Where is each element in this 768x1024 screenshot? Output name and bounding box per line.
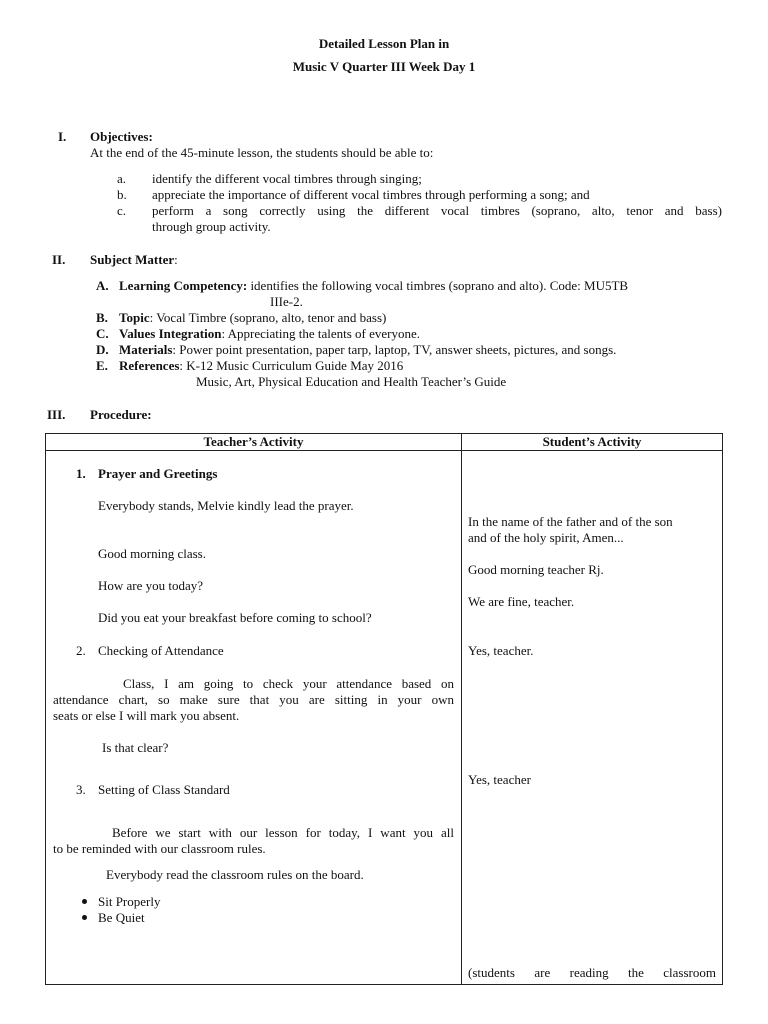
- subject-text-b: : Vocal Timbre (soprano, alto, tenor and bass): [149, 310, 387, 325]
- attendance-line-2: attendance chart, so make sure that you are sitting in your own: [53, 692, 454, 707]
- student-amen-line-2: and of the holy spirit, Amen...: [468, 530, 624, 545]
- objective-text-a: identify the different vocal timbres through singing;: [152, 171, 422, 186]
- teacher-how-are-you: How are you today?: [98, 578, 204, 593]
- subject-item-e: [119, 358, 403, 374]
- standard-line-2: to be reminded with our classroom rules.: [53, 841, 266, 856]
- student-activity-header: Student’s Activity: [462, 434, 723, 451]
- subject-label-d: Materials: [119, 342, 173, 357]
- subject-letter-c: C.: [96, 326, 109, 341]
- teacher-activity-header: Teacher’s Activity: [46, 434, 462, 451]
- title-line-2: Music V Quarter III Week Day 1: [292, 59, 476, 74]
- rule-bullet-1: [82, 899, 87, 904]
- subject-text-e-cont: Music, Art, Physical Education and Health Teacher’s Guide: [196, 374, 507, 389]
- subject-title: Subject Matter: [90, 252, 175, 267]
- student-activity-cell: [462, 451, 723, 985]
- subject-text-a: identifies the following vocal timbres (soprano and alto). Code: MU5TB: [247, 278, 629, 293]
- teacher-prayer: Everybody stands, Melvie kindly lead the prayer.: [98, 498, 354, 513]
- objective-letter-b: b.: [117, 187, 127, 202]
- subject-item-d: [119, 342, 616, 358]
- standard-line-1: Before we start with our lesson for today, I want you all: [112, 825, 454, 840]
- objective-text-b: appreciate the importance of different vocal timbres through performing a song; and: [152, 187, 590, 202]
- student-yes-1: Yes, teacher.: [468, 643, 534, 658]
- subject-text-a-cont: IIIe-2.: [270, 294, 303, 309]
- procedure-number: III.: [47, 407, 66, 422]
- student-yes-2: Yes, teacher: [468, 772, 531, 787]
- procedure-heading: Procedure:: [90, 407, 152, 422]
- teacher-activity-cell: [46, 451, 462, 985]
- student-amen-line-1: In the name of the father and of the son: [468, 514, 673, 529]
- subject-item-a: [119, 278, 628, 294]
- rule-bullet-2: [82, 915, 87, 920]
- subject-number: II.: [52, 252, 66, 267]
- student-greeting: Good morning teacher Rj.: [468, 562, 604, 577]
- student-fine: We are fine, teacher.: [468, 594, 575, 609]
- subject-letter-b: B.: [96, 310, 108, 325]
- step2-number: 2.: [76, 643, 86, 658]
- subject-letter-e: E.: [96, 358, 108, 373]
- step3-title: Setting of Class Standard: [98, 782, 230, 797]
- subject-label-e: References: [119, 358, 180, 373]
- teacher-is-that-clear: Is that clear?: [102, 740, 169, 755]
- objective-text-c: perform a song correctly using the different vocal timbres (soprano, alto, tenor and bass): [152, 203, 722, 218]
- student-reading-rules: (students are reading the classroom: [468, 965, 716, 980]
- subject-text-c: : Appreciating the talents of everyone.: [221, 326, 420, 341]
- subject-letter-a: A.: [96, 278, 109, 293]
- subject-label-c: Values Integration: [119, 326, 222, 341]
- subject-text-d: : Power point presentation, paper tarp, laptop, TV, answer sheets, pictures, and songs.: [172, 342, 617, 357]
- teacher-breakfast: Did you eat your breakfast before coming to school?: [98, 610, 372, 625]
- teacher-greeting: Good morning class.: [98, 546, 206, 561]
- teacher-read-rules: Everybody read the classroom rules on the board.: [106, 867, 364, 882]
- step3-number: 3.: [76, 782, 86, 797]
- objectives-heading: Objectives:: [90, 129, 153, 144]
- subject-label-b: Topic: [119, 310, 150, 325]
- rule-item-1: Sit Properly: [98, 894, 161, 909]
- subject-colon: :: [174, 252, 178, 267]
- subject-item-b: [119, 310, 386, 326]
- objective-letter-a: a.: [117, 171, 127, 186]
- step1-title: Prayer and Greetings: [98, 466, 218, 481]
- subject-item-c: [119, 326, 420, 342]
- step2-title: Checking of Attendance: [98, 643, 224, 658]
- attendance-line-3: seats or else I will mark you absent.: [53, 708, 240, 723]
- objective-letter-c: c.: [117, 203, 127, 218]
- subject-letter-d: D.: [96, 342, 109, 357]
- procedure-table: [45, 433, 723, 985]
- attendance-line-1: Class, I am going to check your attendance based on: [123, 676, 454, 691]
- subject-heading: [90, 252, 178, 268]
- title-line-1: Detailed Lesson Plan in: [318, 36, 450, 51]
- objectives-intro: At the end of the 45-minute lesson, the students should be able to:: [90, 145, 434, 160]
- objective-text-c-cont: through group activity.: [152, 219, 271, 234]
- step1-number: 1.: [76, 466, 86, 481]
- rule-item-2: Be Quiet: [98, 910, 145, 925]
- objectives-number: I.: [58, 129, 67, 144]
- subject-text-e: : K-12 Music Curriculum Guide May 2016: [179, 358, 404, 373]
- subject-label-a: Learning Competency:: [119, 278, 248, 293]
